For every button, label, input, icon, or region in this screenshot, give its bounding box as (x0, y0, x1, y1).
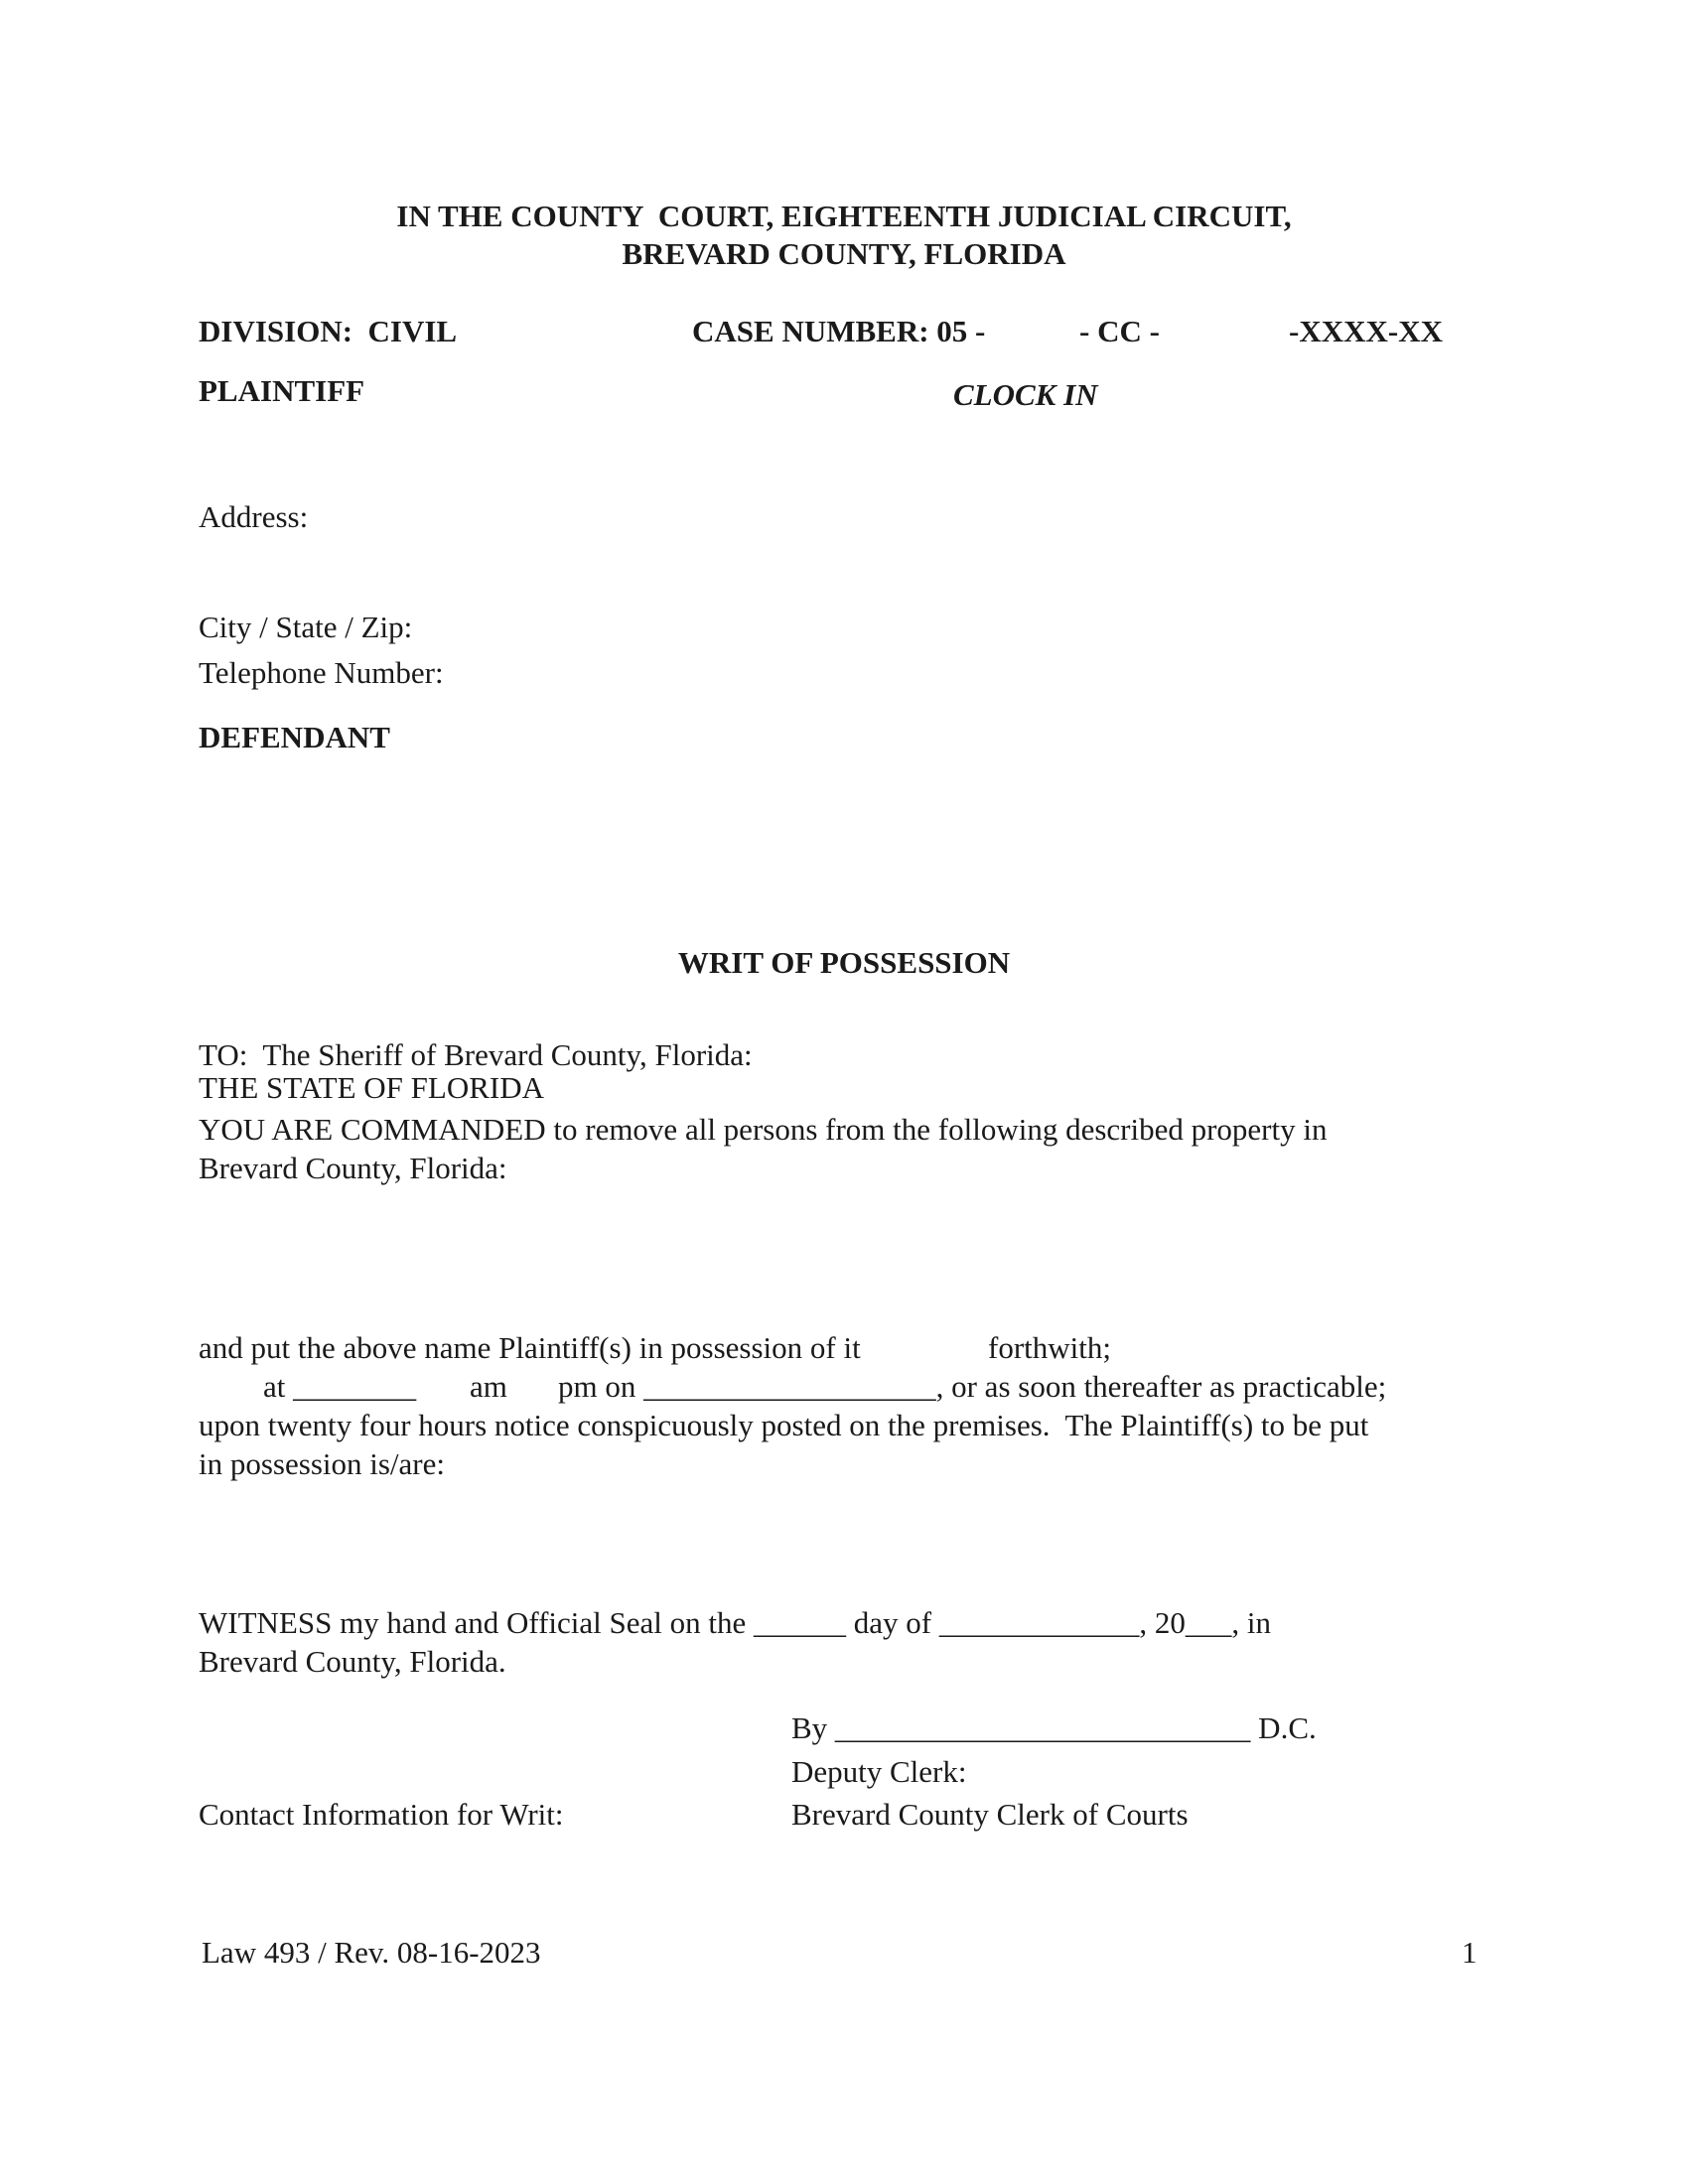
witness-line-2: Brevard County, Florida. (199, 1644, 506, 1679)
writ-title: WRIT OF POSSESSION (677, 945, 1011, 980)
command-line-2: Brevard County, Florida: (199, 1151, 507, 1185)
deputy-clerk-label: Deputy Clerk: (791, 1754, 967, 1789)
notice-line: upon twenty four hours notice conspicuously posted on the premises. The Plaintiff(s) to be put (199, 1408, 1369, 1442)
telephone-label: Telephone Number: (199, 655, 444, 690)
signature-line: By ___________________________ D.C. (791, 1710, 1317, 1745)
state-line: THE STATE OF FLORIDA (199, 1070, 544, 1105)
case-number-suffix: -XXXX-XX (1289, 314, 1443, 348)
contact-info-label: Contact Information for Writ: (199, 1797, 564, 1832)
defendant-label: DEFENDANT (199, 720, 390, 754)
clock-in-label: CLOCK IN (953, 377, 1098, 412)
county-heading: BREVARD COUNTY, FLORIDA (622, 236, 1066, 271)
city-state-zip-label: City / State / Zip: (199, 610, 413, 644)
page-number: 1 (1462, 1935, 1477, 1970)
witness-line-1: WITNESS my hand and Official Seal on the ______ day of _____________, 20___, in (199, 1605, 1271, 1640)
command-line-1: YOU ARE COMMANDED to remove all persons from the following described property in (199, 1112, 1328, 1147)
case-number-mid: - CC - (1079, 314, 1160, 348)
plaintiff-label: PLAINTIFF (199, 373, 365, 408)
forthwith-option: forthwith; (988, 1330, 1111, 1365)
to-sheriff-line: TO: The Sheriff of Brevard County, Florida: (199, 1037, 753, 1072)
form-id: Law 493 / Rev. 08-16-2023 (202, 1935, 541, 1970)
address-label: Address: (199, 499, 309, 534)
clerk-office-label: Brevard County Clerk of Courts (791, 1797, 1189, 1832)
division-label: DIVISION: CIVIL (199, 314, 458, 348)
case-number-prefix: CASE NUMBER: 05 - (692, 314, 986, 348)
court-heading: IN THE COUNTY COURT, EIGHTEENTH JUDICIAL CIRCUIT, (396, 199, 1292, 233)
pm-date-line: pm on ___________________, or as soon thereafter as practicable; (558, 1369, 1387, 1404)
possession-line-4: in possession is/are: (199, 1446, 445, 1481)
am-option: am (470, 1369, 507, 1404)
possession-line-1: and put the above name Plaintiff(s) in possession of it (199, 1330, 861, 1365)
time-at-field: at ________ (263, 1369, 417, 1404)
